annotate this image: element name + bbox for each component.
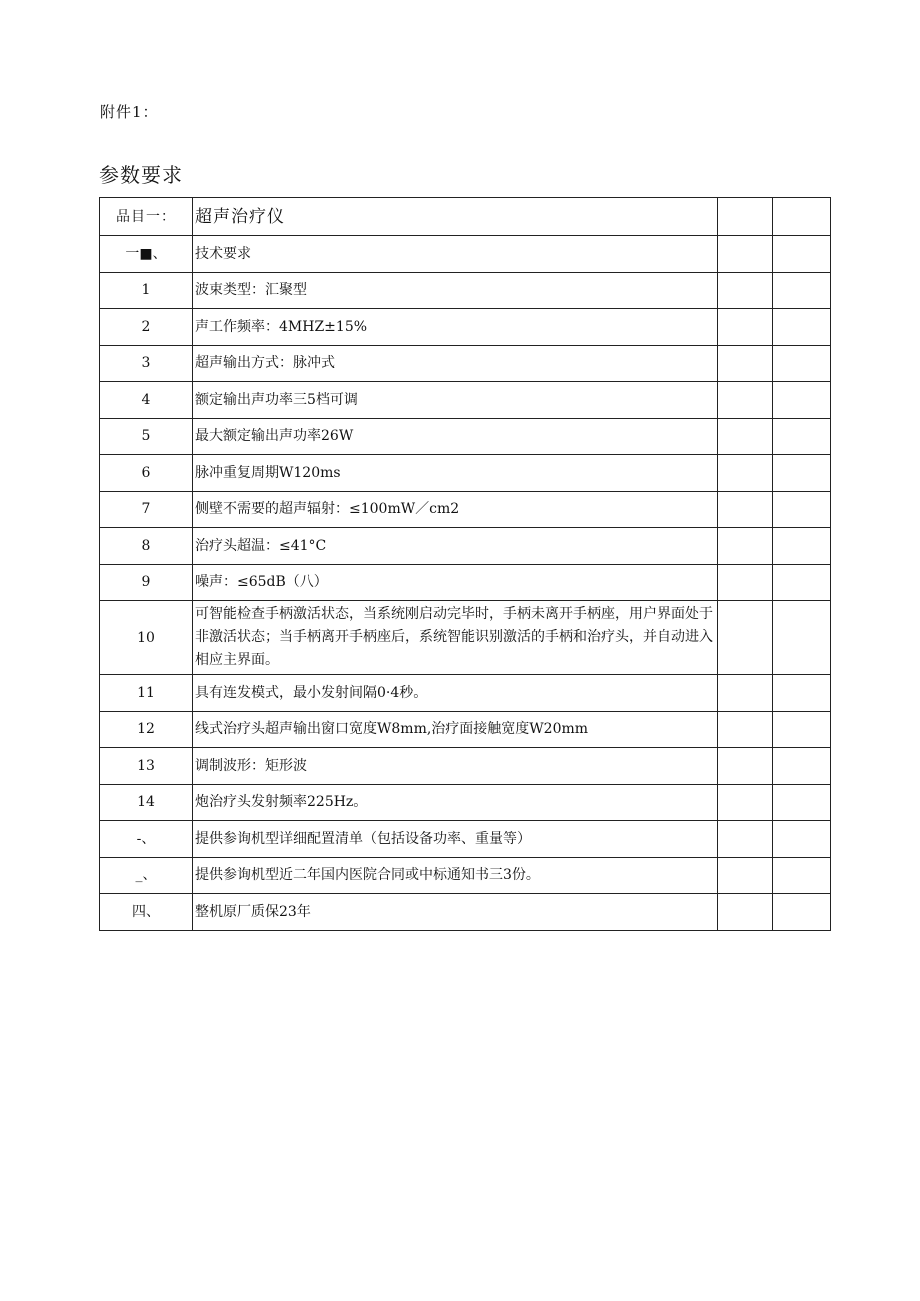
blank-cell — [773, 675, 831, 712]
row-text: 整机原厂质保23年 — [193, 894, 718, 931]
blank-cell — [773, 894, 831, 931]
row-number: 1 — [100, 272, 193, 309]
blank-cell — [773, 309, 831, 346]
row-number: 四、 — [100, 894, 193, 931]
table-row — [100, 272, 831, 309]
blank-cell — [773, 857, 831, 894]
requirements-table — [99, 197, 831, 931]
table-row — [100, 857, 831, 894]
blank-cell — [718, 272, 773, 309]
blank-cell — [718, 382, 773, 419]
blank-cell — [718, 675, 773, 712]
blank-cell — [718, 528, 773, 565]
row-text: 额定输出声功率三5档可调 — [193, 382, 718, 419]
row-number: 2 — [100, 309, 193, 346]
blank-cell — [718, 198, 773, 236]
row-text: 声工作频率：4MHZ±15% — [193, 309, 718, 346]
row-text: 侧壁不需要的超声辐射：≤100mW／cm2 — [193, 491, 718, 528]
table-row — [100, 675, 831, 712]
blank-cell — [718, 784, 773, 821]
table-row — [100, 491, 831, 528]
blank-cell — [773, 784, 831, 821]
row-number: 8 — [100, 528, 193, 565]
table-row — [100, 382, 831, 419]
blank-cell — [718, 455, 773, 492]
row-number: _、 — [100, 857, 193, 894]
item-label: 品目一： — [100, 198, 193, 236]
blank-cell — [773, 418, 831, 455]
row-text: 脉冲重复周期W120ms — [193, 455, 718, 492]
blank-cell — [718, 601, 773, 675]
table-row — [100, 894, 831, 931]
row-text: 线式治疗头超声输出窗口宽度W8mm,治疗面接触宽度W20mm — [193, 711, 718, 748]
row-text: 具有连发模式，最小发射间隔0·4秒。 — [193, 675, 718, 712]
row-text: 调制波形：矩形波 — [193, 748, 718, 785]
row-number: 一■、 — [100, 236, 193, 273]
blank-cell — [773, 455, 831, 492]
attachment-label: 附件1： — [100, 103, 159, 121]
blank-cell — [718, 711, 773, 748]
blank-cell — [718, 236, 773, 273]
blank-cell — [773, 198, 831, 236]
table-row — [100, 784, 831, 821]
row-text: 可智能检查手柄激活状态，当系统刚启动完毕时，手柄未离开手柄座，用户界面处于非激活状态；当手柄离开手柄座后，系统智能识别激活的手柄和治疗头，并自动进入相应主界面。 — [193, 601, 718, 675]
table-row — [100, 455, 831, 492]
row-text: 提供参询机型近二年国内医院合同或中标通知书三3份。 — [193, 857, 718, 894]
blank-cell — [718, 418, 773, 455]
row-number: 9 — [100, 564, 193, 601]
blank-cell — [773, 564, 831, 601]
row-text: 技术要求 — [193, 236, 718, 273]
table-row — [100, 564, 831, 601]
blank-cell — [773, 491, 831, 528]
row-text: 提供参询机型详细配置清单（包括设备功率、重量等） — [193, 821, 718, 858]
row-text: 治疗头超温：≤41°C — [193, 528, 718, 565]
blank-cell — [718, 345, 773, 382]
table-row — [100, 601, 831, 675]
blank-cell — [773, 345, 831, 382]
row-number: 13 — [100, 748, 193, 785]
blank-cell — [773, 528, 831, 565]
table-row — [100, 711, 831, 748]
blank-cell — [718, 491, 773, 528]
blank-cell — [718, 748, 773, 785]
table-header-row — [100, 198, 831, 236]
blank-cell — [773, 236, 831, 273]
table-row — [100, 418, 831, 455]
blank-cell — [718, 564, 773, 601]
row-number: 6 — [100, 455, 193, 492]
row-number: 7 — [100, 491, 193, 528]
table-row — [100, 345, 831, 382]
row-number: -、 — [100, 821, 193, 858]
table-row — [100, 748, 831, 785]
blank-cell — [773, 711, 831, 748]
blank-cell — [718, 309, 773, 346]
row-text: 炮治疗头发射频率225Hz。 — [193, 784, 718, 821]
row-text: 最大额定输出声功率26W — [193, 418, 718, 455]
row-number: 4 — [100, 382, 193, 419]
table-row — [100, 309, 831, 346]
row-number: 5 — [100, 418, 193, 455]
blank-cell — [718, 894, 773, 931]
row-text: 噪声：≤65dB（八） — [193, 564, 718, 601]
table-row — [100, 821, 831, 858]
row-number: 12 — [100, 711, 193, 748]
row-number: 14 — [100, 784, 193, 821]
row-text: 波束类型：汇聚型 — [193, 272, 718, 309]
row-number: 3 — [100, 345, 193, 382]
item-name: 超声治疗仪 — [193, 198, 718, 236]
blank-cell — [773, 601, 831, 675]
row-text: 超声输出方式：脉冲式 — [193, 345, 718, 382]
blank-cell — [718, 821, 773, 858]
blank-cell — [773, 382, 831, 419]
table-row — [100, 236, 831, 273]
blank-cell — [773, 272, 831, 309]
page-heading: 参数要求 — [99, 163, 183, 187]
blank-cell — [718, 857, 773, 894]
table-row — [100, 528, 831, 565]
row-number: 11 — [100, 675, 193, 712]
row-number: 10 — [100, 601, 193, 675]
blank-cell — [773, 821, 831, 858]
blank-cell — [773, 748, 831, 785]
